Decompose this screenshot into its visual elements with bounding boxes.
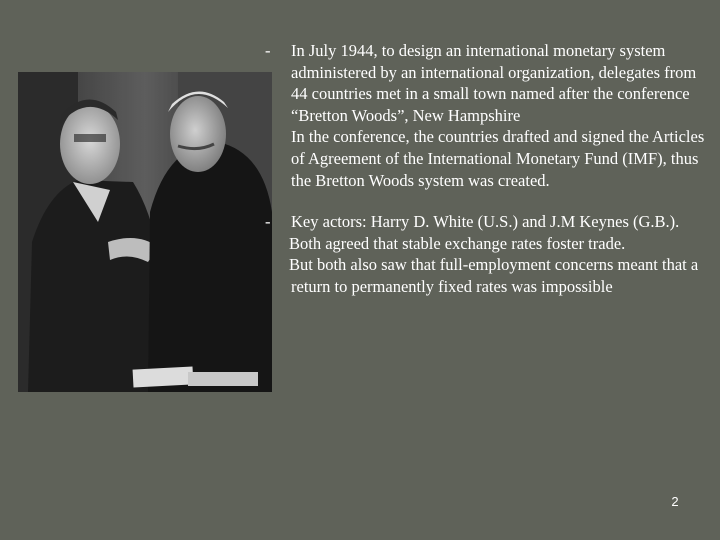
- bullet-text: In July 1944, to design an international monetary system administered by an international organization, delegates from 44 countries met in a small town named after the conference “Bretton Woods”, New Hampshire: [291, 41, 697, 125]
- content-column: [265, 40, 705, 298]
- bullet-marker: -: [265, 41, 271, 60]
- historical-photo: [18, 72, 272, 392]
- bullet-key-actors: [265, 211, 705, 297]
- bullet-text: Both agreed that stable exchange rates foster trade.: [289, 233, 626, 253]
- page-number: 2: [671, 494, 679, 509]
- bullet-text: But both also saw that full-employment concerns meant that a return to permanently fixed rates was impossible: [289, 255, 699, 296]
- bullet-marker: -: [265, 212, 271, 232]
- bullet-bretton-woods: [265, 40, 705, 191]
- bullet-text: Key actors: Harry D. White (U.S.) and J.M Keynes (G.B.).: [291, 212, 680, 232]
- bullet-text: In the conference, the countries drafted and signed the Articles of Agreement of the International Monetary Fund (IMF), thus the Bretton Woods system was created.: [291, 127, 705, 190]
